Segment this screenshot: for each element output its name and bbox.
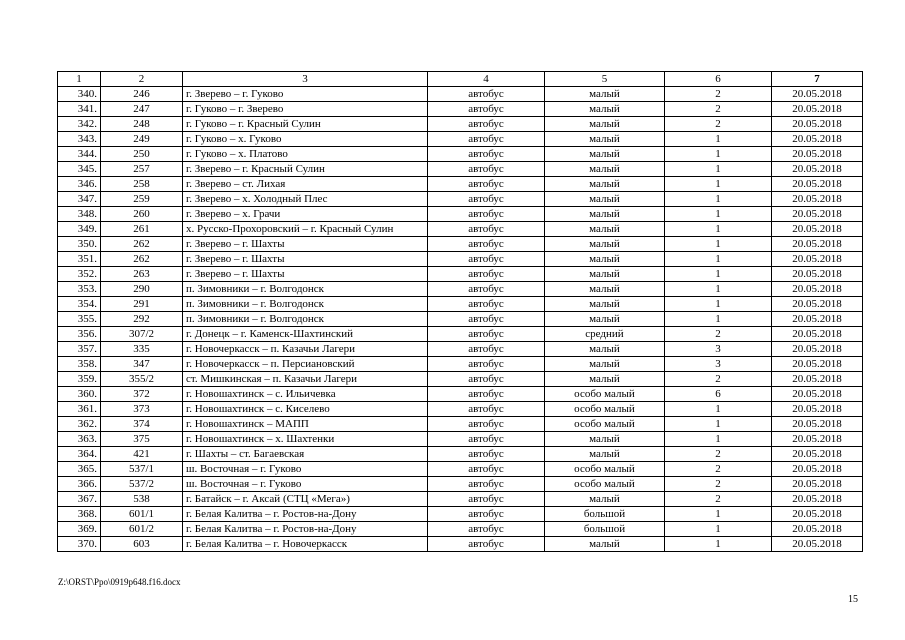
table-header-row (58, 72, 863, 87)
routes-table-body (58, 72, 863, 552)
vehicle-class-cell: особо малый (545, 477, 665, 492)
vehicle-type-cell: автобус (428, 267, 545, 282)
vehicle-count-cell: 1 (665, 192, 772, 207)
vehicle-type-cell: автобус (428, 282, 545, 297)
start-date-cell: 20.05.2018 (772, 507, 863, 522)
vehicle-count-cell: 2 (665, 492, 772, 507)
start-date-cell: 20.05.2018 (772, 117, 863, 132)
table-row (58, 87, 863, 102)
row-number-cell: 367. (58, 492, 101, 507)
vehicle-type-cell: автобус (428, 387, 545, 402)
route-name-cell: г. Зверево – г. Гуково (183, 87, 428, 102)
route-name-cell: г. Зверево – г. Красный Сулин (183, 162, 428, 177)
start-date-cell: 20.05.2018 (772, 402, 863, 417)
route-number-cell: 373 (101, 402, 183, 417)
header-cell-3: 3 (183, 72, 428, 87)
row-number-cell: 353. (58, 282, 101, 297)
vehicle-class-cell: средний (545, 327, 665, 342)
vehicle-type-cell: автобус (428, 507, 545, 522)
row-number-cell: 360. (58, 387, 101, 402)
header-cell-2: 2 (101, 72, 183, 87)
vehicle-count-cell: 1 (665, 207, 772, 222)
table-row (58, 447, 863, 462)
route-number-cell: 261 (101, 222, 183, 237)
route-name-cell: г. Зверево – г. Шахты (183, 267, 428, 282)
route-number-cell: 355/2 (101, 372, 183, 387)
vehicle-type-cell: автобус (428, 207, 545, 222)
route-name-cell: п. Зимовники – г. Волгодонск (183, 297, 428, 312)
vehicle-count-cell: 2 (665, 447, 772, 462)
route-number-cell: 347 (101, 357, 183, 372)
start-date-cell: 20.05.2018 (772, 222, 863, 237)
vehicle-class-cell: малый (545, 492, 665, 507)
vehicle-count-cell: 1 (665, 252, 772, 267)
vehicle-count-cell: 1 (665, 267, 772, 282)
route-name-cell: г. Белая Калитва – г. Ростов-на-Дону (183, 507, 428, 522)
vehicle-type-cell: автобус (428, 402, 545, 417)
vehicle-class-cell: малый (545, 162, 665, 177)
route-name-cell: г. Новочеркасск – п. Персиановский (183, 357, 428, 372)
vehicle-count-cell: 1 (665, 312, 772, 327)
vehicle-count-cell: 1 (665, 132, 772, 147)
route-number-cell: 246 (101, 87, 183, 102)
route-number-cell: 262 (101, 252, 183, 267)
row-number-cell: 343. (58, 132, 101, 147)
start-date-cell: 20.05.2018 (772, 147, 863, 162)
row-number-cell: 345. (58, 162, 101, 177)
route-name-cell: г. Новошахтинск – с. Киселево (183, 402, 428, 417)
header-cell-5: 5 (545, 72, 665, 87)
route-number-cell: 421 (101, 447, 183, 462)
start-date-cell: 20.05.2018 (772, 417, 863, 432)
start-date-cell: 20.05.2018 (772, 447, 863, 462)
route-number-cell: 307/2 (101, 327, 183, 342)
route-name-cell: г. Новочеркасск – п. Казачьи Лагери (183, 342, 428, 357)
vehicle-class-cell: малый (545, 222, 665, 237)
start-date-cell: 20.05.2018 (772, 372, 863, 387)
route-name-cell: г. Гуково – г. Красный Сулин (183, 117, 428, 132)
header-cell-7: 7 (772, 72, 863, 87)
route-number-cell: 335 (101, 342, 183, 357)
vehicle-count-cell: 2 (665, 117, 772, 132)
start-date-cell: 20.05.2018 (772, 132, 863, 147)
vehicle-type-cell: автобус (428, 147, 545, 162)
table-row (58, 357, 863, 372)
vehicle-count-cell: 1 (665, 432, 772, 447)
table-row (58, 117, 863, 132)
row-number-cell: 364. (58, 447, 101, 462)
table-row (58, 402, 863, 417)
route-name-cell: г. Гуково – х. Гуково (183, 132, 428, 147)
route-name-cell: ст. Мишкинская – п. Казачьи Лагери (183, 372, 428, 387)
row-number-cell: 356. (58, 327, 101, 342)
start-date-cell: 20.05.2018 (772, 357, 863, 372)
start-date-cell: 20.05.2018 (772, 327, 863, 342)
table-row (58, 162, 863, 177)
vehicle-class-cell: малый (545, 447, 665, 462)
route-name-cell: г. Новошахтинск – с. Ильичевка (183, 387, 428, 402)
routes-table (57, 71, 863, 552)
vehicle-class-cell: малый (545, 117, 665, 132)
route-name-cell: г. Новошахтинск – х. Шахтенки (183, 432, 428, 447)
table-row (58, 537, 863, 552)
vehicle-type-cell: автобус (428, 417, 545, 432)
document-file-path: Z:\ORST\Ppo\0919p648.f16.docx (58, 577, 181, 587)
header-cell-1: 1 (58, 72, 101, 87)
row-number-cell: 361. (58, 402, 101, 417)
vehicle-count-cell: 2 (665, 462, 772, 477)
vehicle-count-cell: 1 (665, 177, 772, 192)
start-date-cell: 20.05.2018 (772, 387, 863, 402)
vehicle-count-cell: 1 (665, 282, 772, 297)
route-name-cell: г. Зверево – г. Шахты (183, 237, 428, 252)
vehicle-type-cell: автобус (428, 462, 545, 477)
route-number-cell: 290 (101, 282, 183, 297)
row-number-cell: 348. (58, 207, 101, 222)
row-number-cell: 344. (58, 147, 101, 162)
row-number-cell: 370. (58, 537, 101, 552)
vehicle-type-cell: автобус (428, 222, 545, 237)
row-number-cell: 355. (58, 312, 101, 327)
vehicle-class-cell: большой (545, 522, 665, 537)
route-number-cell: 247 (101, 102, 183, 117)
vehicle-type-cell: автобус (428, 102, 545, 117)
start-date-cell: 20.05.2018 (772, 312, 863, 327)
table-row (58, 417, 863, 432)
start-date-cell: 20.05.2018 (772, 207, 863, 222)
row-number-cell: 354. (58, 297, 101, 312)
start-date-cell: 20.05.2018 (772, 477, 863, 492)
route-number-cell: 537/1 (101, 462, 183, 477)
route-number-cell: 257 (101, 162, 183, 177)
vehicle-class-cell: особо малый (545, 402, 665, 417)
vehicle-class-cell: малый (545, 342, 665, 357)
start-date-cell: 20.05.2018 (772, 537, 863, 552)
route-name-cell: г. Новошахтинск – МАПП (183, 417, 428, 432)
vehicle-class-cell: особо малый (545, 417, 665, 432)
vehicle-class-cell: малый (545, 432, 665, 447)
vehicle-count-cell: 3 (665, 357, 772, 372)
row-number-cell: 365. (58, 462, 101, 477)
vehicle-count-cell: 2 (665, 87, 772, 102)
vehicle-type-cell: автобус (428, 327, 545, 342)
route-name-cell: г. Гуково – г. Зверево (183, 102, 428, 117)
vehicle-class-cell: малый (545, 177, 665, 192)
vehicle-type-cell: автобус (428, 192, 545, 207)
start-date-cell: 20.05.2018 (772, 177, 863, 192)
route-number-cell: 372 (101, 387, 183, 402)
vehicle-type-cell: автобус (428, 252, 545, 267)
vehicle-class-cell: малый (545, 132, 665, 147)
start-date-cell: 20.05.2018 (772, 432, 863, 447)
route-name-cell: г. Шахты – ст. Багаевская (183, 447, 428, 462)
route-number-cell: 258 (101, 177, 183, 192)
row-number-cell: 341. (58, 102, 101, 117)
vehicle-class-cell: малый (545, 102, 665, 117)
route-number-cell: 601/2 (101, 522, 183, 537)
vehicle-class-cell: малый (545, 267, 665, 282)
vehicle-type-cell: автобус (428, 237, 545, 252)
row-number-cell: 342. (58, 117, 101, 132)
route-name-cell: ш. Восточная – г. Гуково (183, 477, 428, 492)
table-row (58, 387, 863, 402)
vehicle-count-cell: 1 (665, 417, 772, 432)
row-number-cell: 358. (58, 357, 101, 372)
table-row (58, 282, 863, 297)
table-row (58, 372, 863, 387)
route-number-cell: 248 (101, 117, 183, 132)
table-row (58, 342, 863, 357)
start-date-cell: 20.05.2018 (772, 297, 863, 312)
start-date-cell: 20.05.2018 (772, 102, 863, 117)
vehicle-type-cell: автобус (428, 432, 545, 447)
route-number-cell: 601/1 (101, 507, 183, 522)
route-number-cell: 250 (101, 147, 183, 162)
vehicle-type-cell: автобус (428, 537, 545, 552)
table-row (58, 267, 863, 282)
table-row (58, 237, 863, 252)
start-date-cell: 20.05.2018 (772, 252, 863, 267)
vehicle-class-cell: малый (545, 297, 665, 312)
table-row (58, 207, 863, 222)
vehicle-count-cell: 2 (665, 327, 772, 342)
start-date-cell: 20.05.2018 (772, 192, 863, 207)
route-name-cell: г. Белая Калитва – г. Новочеркасск (183, 537, 428, 552)
header-cell-4: 4 (428, 72, 545, 87)
vehicle-type-cell: автобус (428, 132, 545, 147)
vehicle-type-cell: автобус (428, 447, 545, 462)
row-number-cell: 362. (58, 417, 101, 432)
table-row (58, 297, 863, 312)
row-number-cell: 346. (58, 177, 101, 192)
table-row (58, 102, 863, 117)
vehicle-class-cell: малый (545, 537, 665, 552)
page-number: 15 (848, 594, 858, 605)
start-date-cell: 20.05.2018 (772, 522, 863, 537)
row-number-cell: 363. (58, 432, 101, 447)
route-name-cell: г. Зверево – х. Грачи (183, 207, 428, 222)
route-number-cell: 291 (101, 297, 183, 312)
row-number-cell: 350. (58, 237, 101, 252)
vehicle-class-cell: малый (545, 282, 665, 297)
start-date-cell: 20.05.2018 (772, 267, 863, 282)
vehicle-type-cell: автобус (428, 342, 545, 357)
start-date-cell: 20.05.2018 (772, 492, 863, 507)
row-number-cell: 368. (58, 507, 101, 522)
vehicle-class-cell: малый (545, 372, 665, 387)
vehicle-class-cell: малый (545, 207, 665, 222)
table-row (58, 507, 863, 522)
vehicle-type-cell: автобус (428, 522, 545, 537)
route-name-cell: г. Зверево – х. Холодный Плес (183, 192, 428, 207)
vehicle-class-cell: малый (545, 357, 665, 372)
vehicle-count-cell: 1 (665, 402, 772, 417)
vehicle-class-cell: малый (545, 237, 665, 252)
row-number-cell: 366. (58, 477, 101, 492)
route-name-cell: г. Зверево – ст. Лихая (183, 177, 428, 192)
route-number-cell: 262 (101, 237, 183, 252)
vehicle-type-cell: автобус (428, 297, 545, 312)
route-number-cell: 374 (101, 417, 183, 432)
route-name-cell: г. Донецк – г. Каменск-Шахтинский (183, 327, 428, 342)
route-number-cell: 538 (101, 492, 183, 507)
vehicle-count-cell: 3 (665, 342, 772, 357)
route-name-cell: п. Зимовники – г. Волгодонск (183, 312, 428, 327)
table-row (58, 522, 863, 537)
vehicle-type-cell: автобус (428, 492, 545, 507)
vehicle-count-cell: 1 (665, 537, 772, 552)
vehicle-count-cell: 1 (665, 522, 772, 537)
route-name-cell: х. Русско-Прохоровский – г. Красный Сулин (183, 222, 428, 237)
table-row (58, 462, 863, 477)
route-name-cell: г. Зверево – г. Шахты (183, 252, 428, 267)
vehicle-class-cell: особо малый (545, 387, 665, 402)
route-name-cell: п. Зимовники – г. Волгодонск (183, 282, 428, 297)
start-date-cell: 20.05.2018 (772, 462, 863, 477)
row-number-cell: 347. (58, 192, 101, 207)
start-date-cell: 20.05.2018 (772, 282, 863, 297)
vehicle-count-cell: 6 (665, 387, 772, 402)
table-row (58, 492, 863, 507)
route-number-cell: 259 (101, 192, 183, 207)
vehicle-count-cell: 1 (665, 507, 772, 522)
vehicle-class-cell: малый (545, 192, 665, 207)
table-row (58, 312, 863, 327)
row-number-cell: 340. (58, 87, 101, 102)
vehicle-class-cell: малый (545, 312, 665, 327)
table-row (58, 252, 863, 267)
table-row (58, 432, 863, 447)
vehicle-type-cell: автобус (428, 477, 545, 492)
vehicle-count-cell: 1 (665, 297, 772, 312)
route-number-cell: 375 (101, 432, 183, 447)
vehicle-count-cell: 2 (665, 477, 772, 492)
vehicle-class-cell: большой (545, 507, 665, 522)
table-row (58, 132, 863, 147)
vehicle-type-cell: автобус (428, 177, 545, 192)
route-number-cell: 260 (101, 207, 183, 222)
route-number-cell: 603 (101, 537, 183, 552)
vehicle-type-cell: автобус (428, 357, 545, 372)
route-name-cell: г. Батайск – г. Аксай (СТЦ «Мега») (183, 492, 428, 507)
table-row (58, 327, 863, 342)
vehicle-type-cell: автобус (428, 372, 545, 387)
route-number-cell: 537/2 (101, 477, 183, 492)
row-number-cell: 369. (58, 522, 101, 537)
vehicle-count-cell: 1 (665, 222, 772, 237)
vehicle-class-cell: малый (545, 252, 665, 267)
table-row (58, 222, 863, 237)
vehicle-count-cell: 2 (665, 372, 772, 387)
vehicle-count-cell: 1 (665, 147, 772, 162)
row-number-cell: 351. (58, 252, 101, 267)
route-number-cell: 292 (101, 312, 183, 327)
vehicle-count-cell: 2 (665, 102, 772, 117)
table-row (58, 177, 863, 192)
start-date-cell: 20.05.2018 (772, 87, 863, 102)
vehicle-count-cell: 1 (665, 237, 772, 252)
route-name-cell: г. Белая Калитва – г. Ростов-на-Дону (183, 522, 428, 537)
table-row (58, 192, 863, 207)
vehicle-count-cell: 1 (665, 162, 772, 177)
vehicle-type-cell: автобус (428, 87, 545, 102)
row-number-cell: 349. (58, 222, 101, 237)
header-cell-6: 6 (665, 72, 772, 87)
start-date-cell: 20.05.2018 (772, 162, 863, 177)
start-date-cell: 20.05.2018 (772, 342, 863, 357)
start-date-cell: 20.05.2018 (772, 237, 863, 252)
row-number-cell: 352. (58, 267, 101, 282)
vehicle-type-cell: автобус (428, 312, 545, 327)
route-name-cell: г. Гуково – х. Платово (183, 147, 428, 162)
row-number-cell: 359. (58, 372, 101, 387)
vehicle-type-cell: автобус (428, 117, 545, 132)
row-number-cell: 357. (58, 342, 101, 357)
route-number-cell: 263 (101, 267, 183, 282)
vehicle-class-cell: малый (545, 87, 665, 102)
route-name-cell: ш. Восточная – г. Гуково (183, 462, 428, 477)
table-row (58, 477, 863, 492)
table-row (58, 147, 863, 162)
vehicle-class-cell: особо малый (545, 462, 665, 477)
vehicle-type-cell: автобус (428, 162, 545, 177)
vehicle-class-cell: малый (545, 147, 665, 162)
route-number-cell: 249 (101, 132, 183, 147)
